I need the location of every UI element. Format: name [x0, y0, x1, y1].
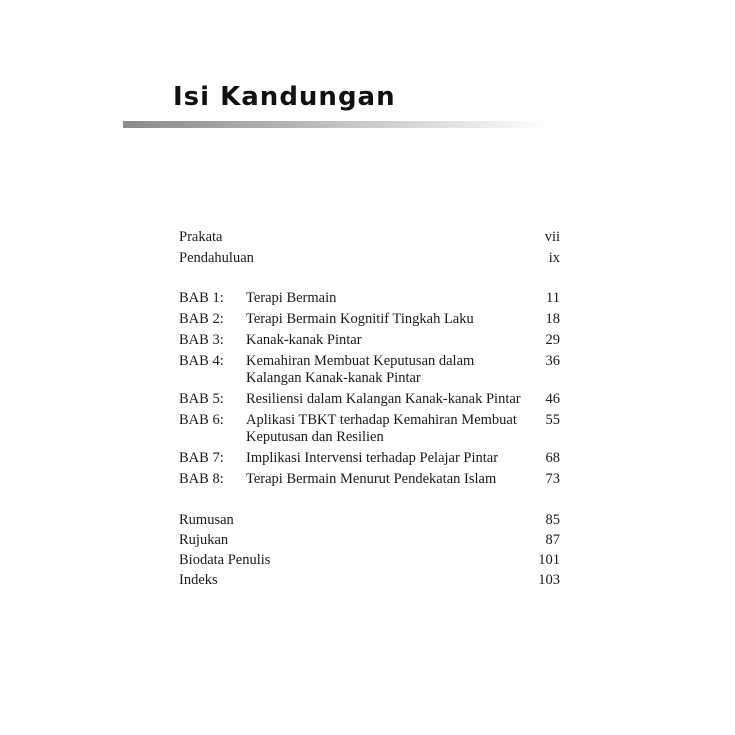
chapter-label: BAB 1: [179, 290, 224, 306]
toc-entry [179, 332, 565, 349]
toc-entry-page: 101 [538, 552, 560, 568]
toc-entry [179, 290, 565, 307]
chapter-label: BAB 8: [179, 471, 224, 487]
chapters-section [179, 290, 565, 488]
toc-entry-title: Implikasi Intervensi terhadap Pelajar Pintar [246, 450, 499, 466]
page-title: Isi Kandungan [173, 82, 396, 112]
toc-entry-title: Terapi Bermain Kognitif Tingkah Laku [246, 311, 474, 327]
toc-entry-title: Kemahiran Membuat Keputusan dalam Kalangan Kanak-kanak Pintar [246, 353, 475, 386]
toc-entry-title: Terapi Bermain [246, 290, 337, 306]
toc-entry-title: Prakata [179, 229, 223, 245]
toc-entry-page: 73 [545, 471, 560, 487]
chapter-label: BAB 5: [179, 391, 224, 407]
toc-entry [179, 450, 565, 467]
toc-entry-title: Aplikasi TBKT terhadap Kemahiran Membuat Keputusan dan Resilien [246, 412, 517, 445]
toc-entry [179, 391, 565, 408]
toc-entry-title: Resiliensi dalam Kalangan Kanak-kanak Pintar [246, 391, 521, 407]
chapter-label: BAB 7: [179, 450, 224, 466]
toc-entry-page: 11 [546, 290, 560, 306]
title-underline-bar [123, 121, 553, 128]
table-of-contents [179, 229, 565, 589]
toc-entry-title: Rujukan [179, 532, 229, 548]
toc-entry-page: 46 [545, 391, 560, 407]
toc-entry-page: 103 [538, 572, 560, 588]
toc-entry [179, 512, 565, 529]
toc-entry [179, 532, 565, 549]
toc-entry [179, 572, 565, 589]
toc-entry-title: Rumusan [179, 512, 234, 528]
toc-entry [179, 353, 565, 387]
toc-entry-title: Biodata Penulis [179, 552, 271, 568]
toc-entry [179, 250, 565, 267]
toc-entry [179, 229, 565, 246]
toc-entry [179, 311, 565, 328]
toc-entry-page: 29 [545, 332, 560, 348]
toc-entry-page: 55 [545, 412, 560, 428]
toc-entry-page: 18 [545, 311, 560, 327]
toc-entry-page: vii [544, 229, 560, 245]
toc-entry-title: Kanak-kanak Pintar [246, 332, 362, 348]
toc-entry-page: 87 [545, 532, 560, 548]
toc-entry [179, 412, 565, 446]
toc-entry-title: Pendahuluan [179, 250, 254, 266]
back-matter-section [179, 512, 565, 589]
toc-entry-page: ix [548, 250, 560, 266]
chapter-label: BAB 4: [179, 353, 224, 369]
toc-entry-title: Indeks [179, 572, 218, 588]
toc-entry-title: Terapi Bermain Menurut Pendekatan Islam [246, 471, 497, 487]
chapter-label: BAB 3: [179, 332, 224, 348]
toc-entry-page: 36 [545, 353, 560, 369]
toc-entry [179, 552, 565, 569]
chapter-label: BAB 2: [179, 311, 224, 327]
toc-entry [179, 471, 565, 488]
chapter-label: BAB 6: [179, 412, 224, 428]
toc-entry-page: 68 [545, 450, 560, 466]
front-matter-section [179, 229, 565, 267]
toc-entry-page: 85 [545, 512, 560, 528]
